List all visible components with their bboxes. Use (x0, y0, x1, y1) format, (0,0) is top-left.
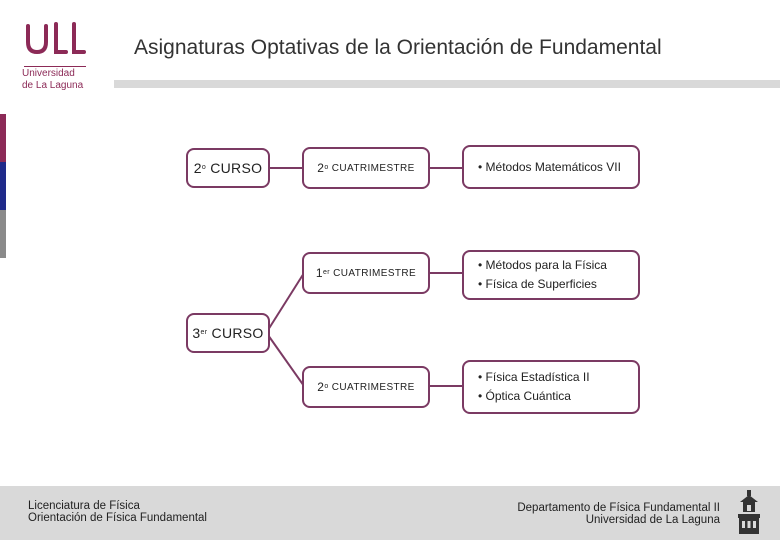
footer-left-line2: Orientación de Física Fundamental (28, 512, 207, 524)
university-tower-icon (734, 490, 764, 536)
cuatrimestre-box-1: 2 o CUATRIMESTRE (302, 147, 430, 189)
cuatrimestre-num: 2 (317, 161, 325, 175)
page-title: Asignaturas Optativas de la Orientación de Fundamental (134, 36, 662, 59)
subjects-box-1 (462, 145, 640, 189)
logo-line2: de La Laguna (22, 80, 84, 91)
footer-right-line1: Departamento de Física Fundamental II (517, 502, 720, 514)
cuatrimestre-label: CUATRIMESTRE (331, 381, 415, 393)
subjects-box-2 (462, 250, 640, 300)
curso-box-3: 3 er CURSO (186, 313, 270, 353)
footer-bar (0, 486, 780, 540)
logo-line1: Universidad (22, 68, 75, 79)
cuatrimestre-box-3: 2 o CUATRIMESTRE (302, 366, 430, 408)
curso-label: CURSO (210, 160, 263, 176)
subject-item: • Óptica Cuántica (478, 389, 571, 403)
connector-curso3-cuat2 (268, 335, 304, 386)
footer-right-line2: Universidad de La Laguna (585, 514, 720, 526)
cuatrimestre-box-2: 1 er CUATRIMESTRE (302, 252, 430, 294)
curso-num: 2 (193, 160, 202, 176)
subject-item: • Física de Superficies (478, 277, 597, 291)
cuatrimestre-label: CUATRIMESTRE (331, 162, 415, 174)
footer-right (517, 502, 720, 526)
footer-left-line1: Licenciatura de Física (28, 500, 140, 512)
subject-item: • Métodos para la Física (478, 258, 607, 272)
cuatrimestre-label: CUATRIMESTRE (333, 267, 417, 279)
curso-box-2: 2 o CURSO (186, 148, 270, 188)
curso-label: CURSO (211, 325, 264, 341)
curso-num: 3 (192, 325, 201, 341)
subject-item: • Métodos Matemáticos VII (478, 159, 621, 174)
subject-item: • Física Estadística II (478, 370, 590, 384)
cuatrimestre-num: 2 (317, 380, 325, 394)
subjects-box-3 (462, 360, 640, 414)
cuatrimestre-num: 1 (315, 266, 323, 280)
footer-left (28, 500, 207, 524)
connector-curso3-cuat1 (268, 273, 304, 330)
